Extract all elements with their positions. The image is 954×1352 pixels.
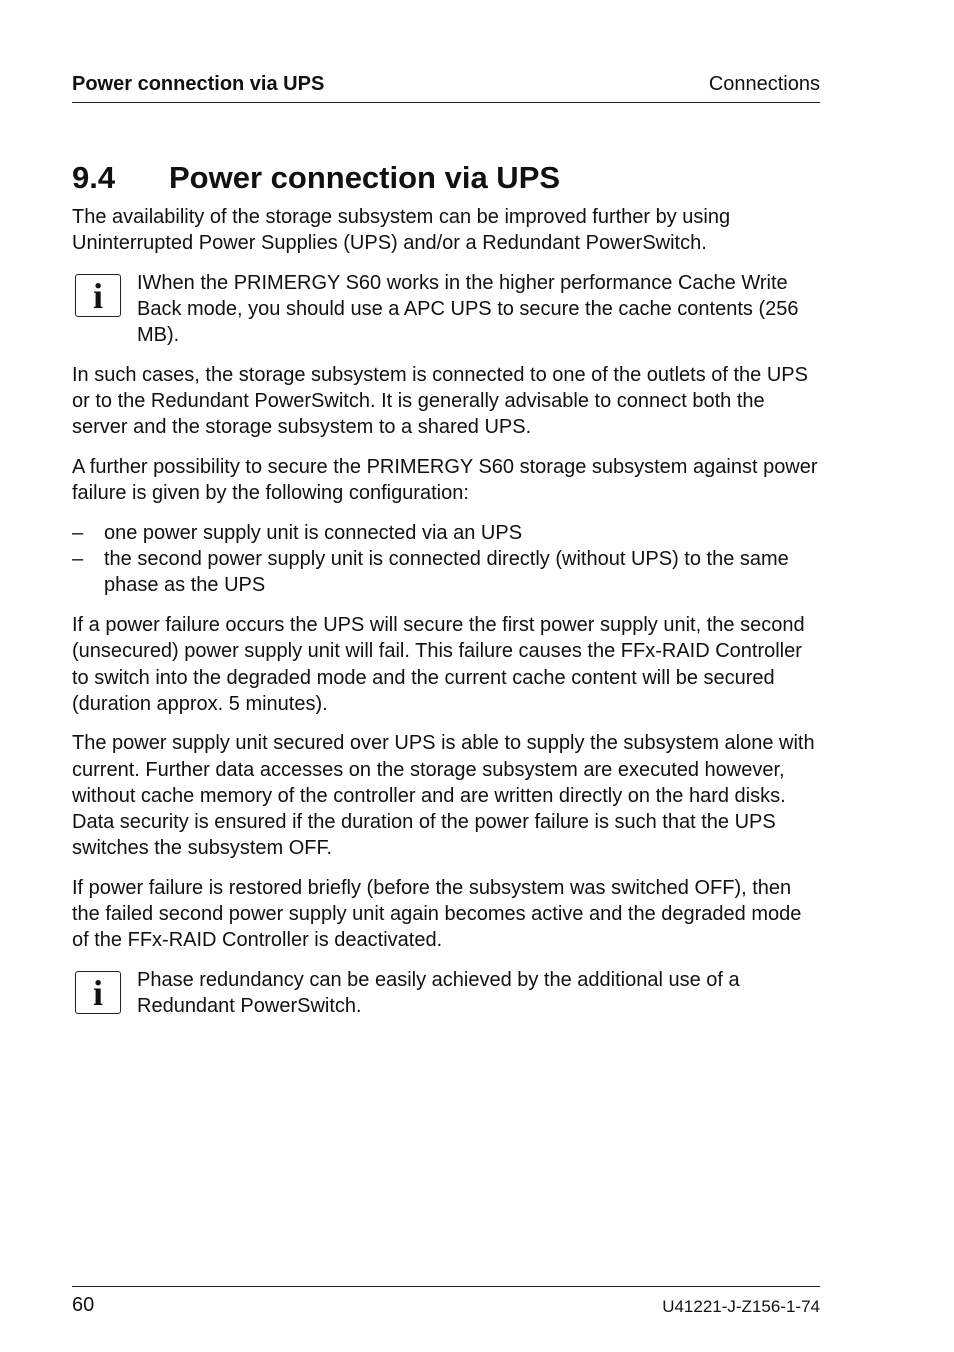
- list-item-text: the second power supply unit is connected directly (without UPS) to the same phase as the UPS: [104, 548, 789, 597]
- info-icon: i: [75, 971, 121, 1014]
- section-title: Power connection via UPS: [169, 159, 561, 195]
- info-note: [72, 967, 820, 1019]
- list-item-text: one power supply unit is connected via an UPS: [104, 522, 523, 545]
- info-note-text: Phase redundancy can be easily achieved by the additional use of a Redundant PowerSwitch.: [137, 969, 740, 1018]
- header-chapter-title: Power connection via UPS: [72, 73, 325, 95]
- paragraph: The power supply unit secured over UPS is able to supply the subsystem alone with current. Further data accesses on the storage subsystem are executed however, without cache memory of the controller and are written directly on the hard disks. Data security is ensured if the duration of the power failure is such that the UPS switches the subsystem OFF.: [72, 732, 815, 860]
- paragraph: In such cases, the storage subsystem is connected to one of the outlets of the UPS or to the Redundant PowerSwitch. It is generally advisable to connect both the server and the storage subsystem to a shared UPS.: [72, 364, 808, 439]
- paragraph: A further possibility to secure the PRIMERGY S60 storage subsystem against power failure is given by the following configuration:: [72, 456, 818, 505]
- running-header: [72, 72, 820, 103]
- dash-bullet: –: [72, 548, 84, 571]
- running-footer: [72, 1286, 820, 1316]
- document-id: U41221-J-Z156-1-74: [662, 1297, 820, 1316]
- info-note-text: IWhen the PRIMERGY S60 works in the higher performance Cache Write Back mode, you should use a APC UPS to secure the cache contents (256 MB).: [137, 271, 799, 347]
- dash-bullet: –: [72, 522, 84, 545]
- list-item: [72, 520, 820, 546]
- intro-paragraph: The availability of the storage subsystem can be improved further by using Uninterrupted Power Supplies (UPS) and/or a Redundant PowerSwitch.: [72, 206, 731, 255]
- paragraph: If power failure is restored briefly (before the subsystem was switched OFF), then the failed second power supply unit again becomes active and the degraded mode of the FFx-RAID Controller is deactivated.: [72, 876, 802, 952]
- info-icon: i: [75, 274, 121, 317]
- document-page: [72, 0, 820, 1352]
- body-content: [72, 204, 820, 1033]
- configuration-list: [72, 520, 820, 599]
- info-note: [72, 270, 820, 349]
- list-item: [72, 546, 820, 598]
- header-section-name: Connections: [708, 73, 820, 95]
- page-number: 60: [72, 1294, 95, 1316]
- paragraph: If a power failure occurs the UPS will secure the first power supply unit, the second (unsecured) power supply unit will fail. This failure causes the FFx-RAID Controller to switch into the degraded mode and the current cache content will be secured (duration approx. 5 minutes).: [72, 614, 805, 715]
- section-number: 9.4: [72, 159, 116, 195]
- section-heading: [72, 159, 560, 197]
